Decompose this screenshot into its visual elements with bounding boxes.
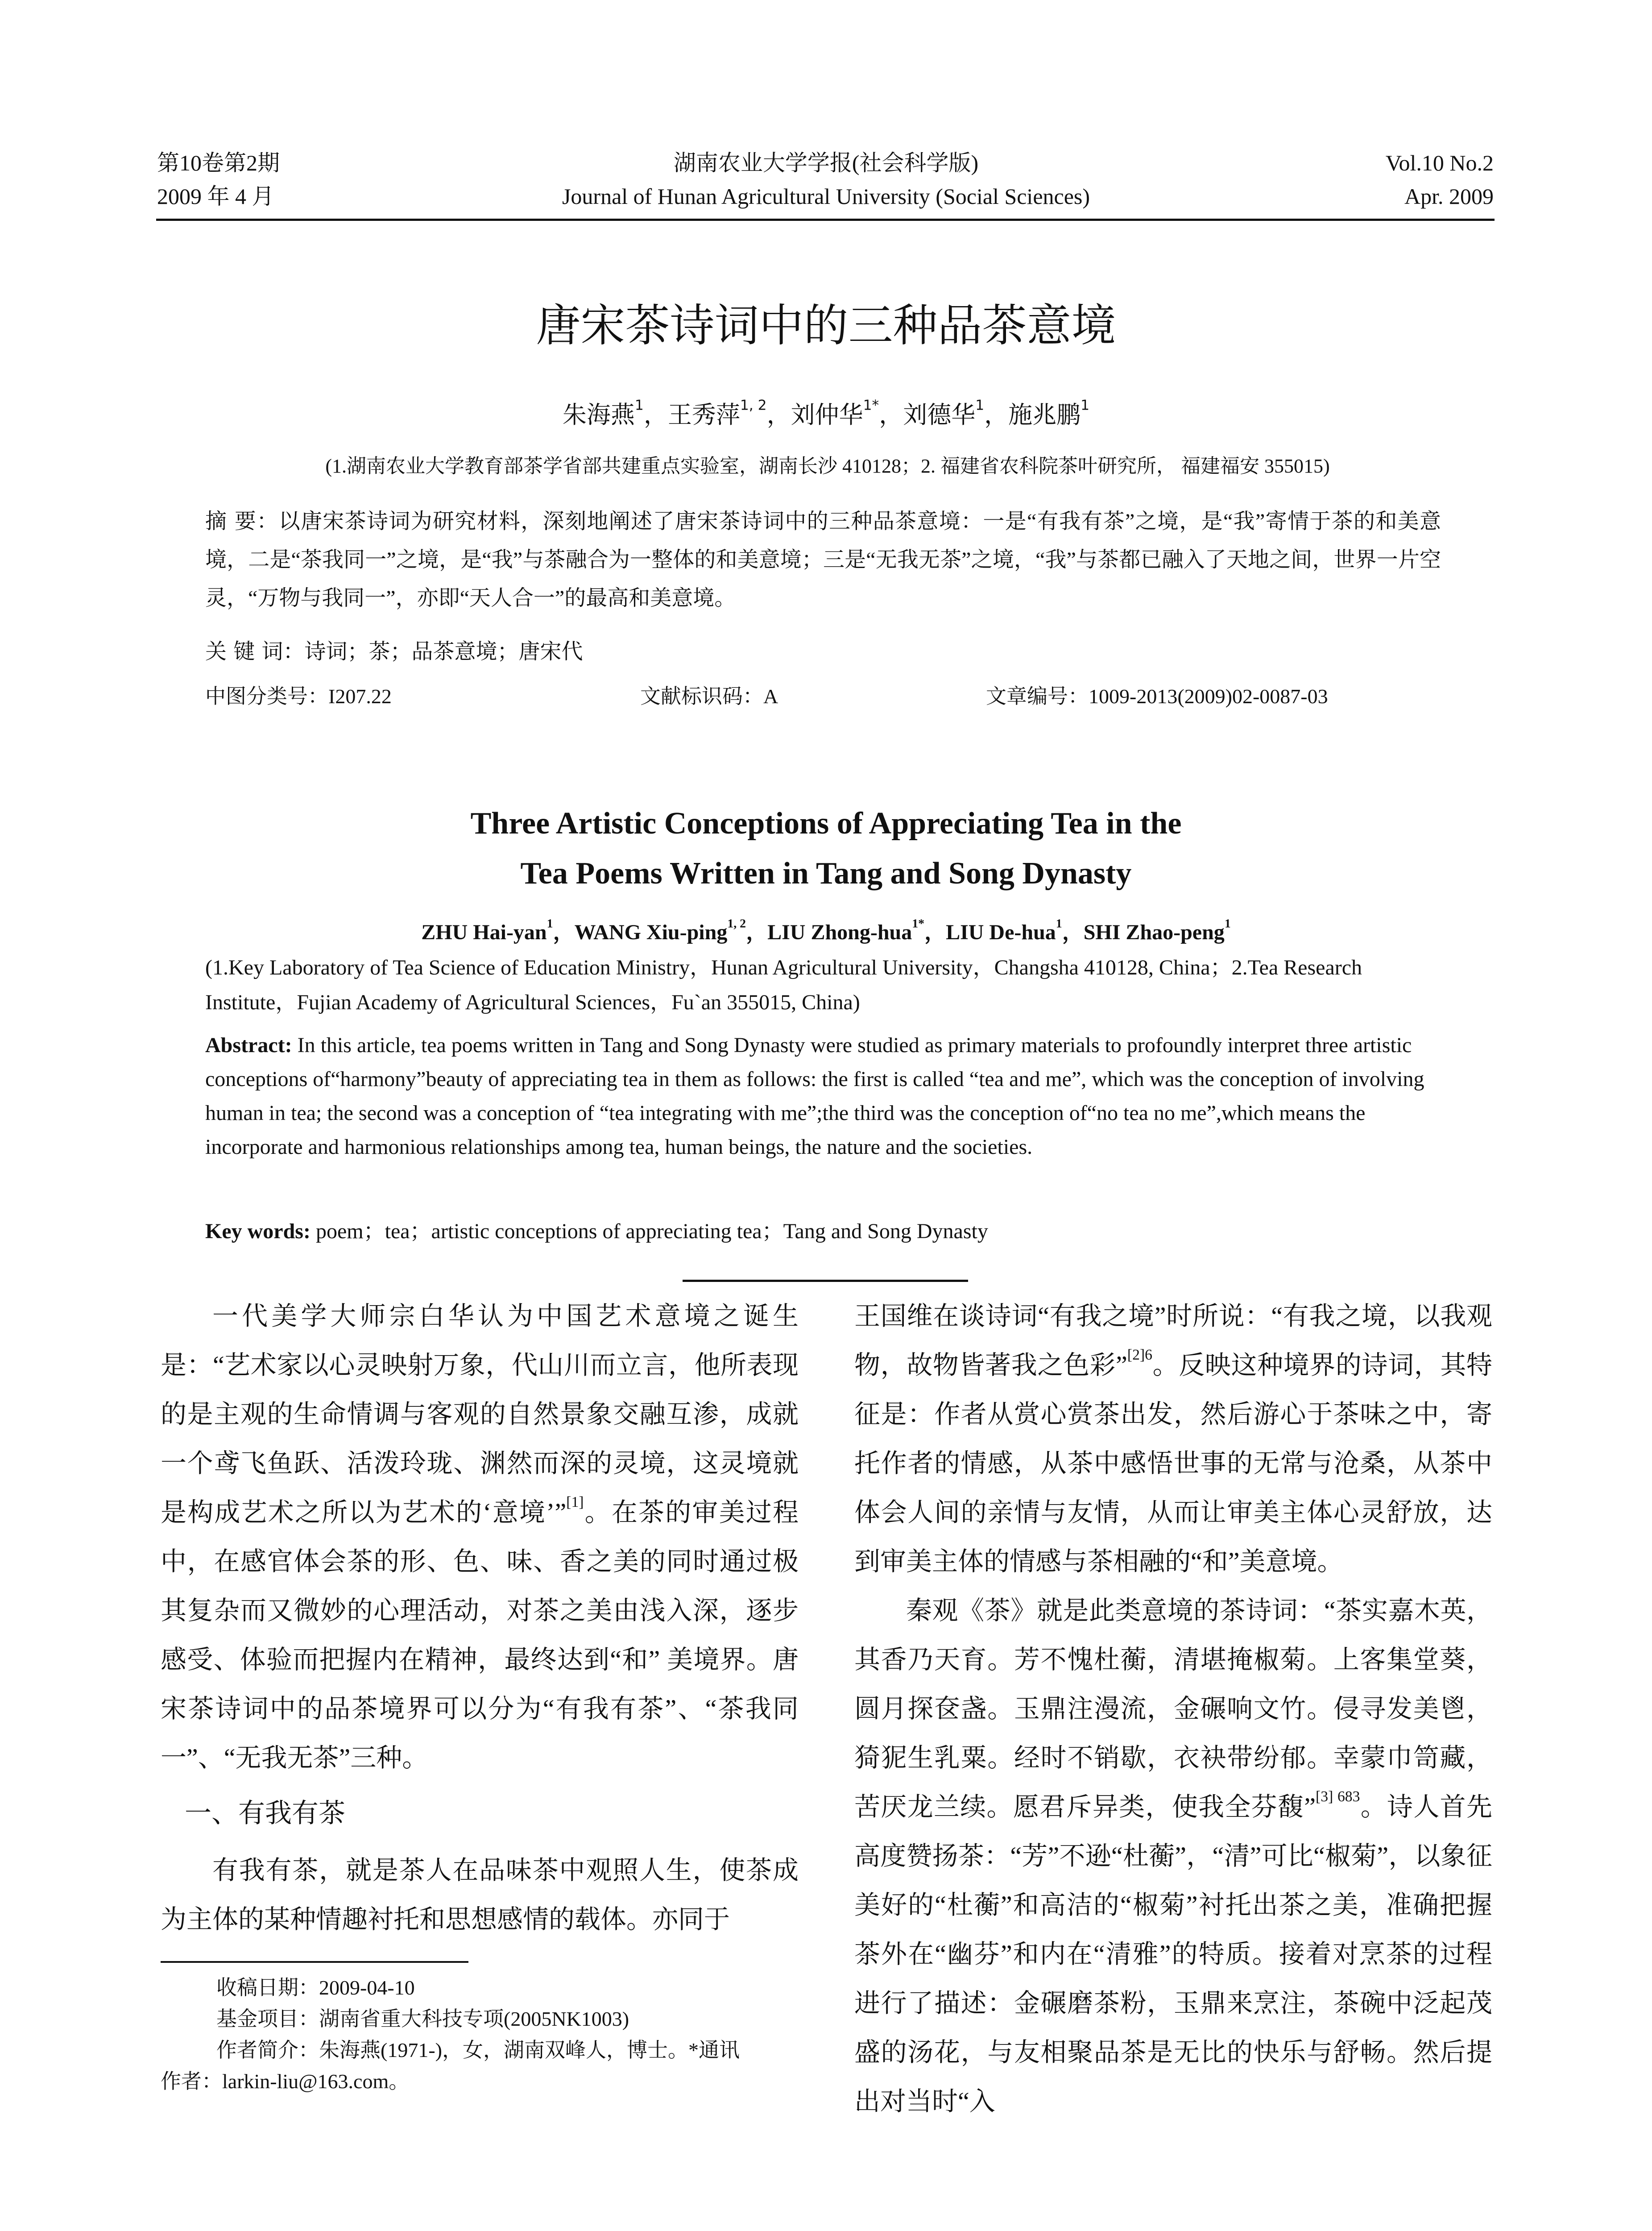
- header-journal-cn: 湖南农业大学学报(社会科学版): [673, 150, 979, 175]
- en-author-affiliation-mark: 1, 2: [727, 916, 746, 931]
- section-separator: [683, 1280, 968, 1282]
- body-text: 秦观《茶》就是此类意境的茶诗词：“茶实嘉木英，其香乃天育。芳不愧杜蘅，清堪掩椒菊。上客集堂葵，圆月探奁盏。玉鼎注漫流，金碾响文竹。侵寻发美鬯，猗狔生乳粟。经时不销歇，衣袂带纷郁。幸蒙巾笥藏，苦厌龙兰续。愿君斥异类，使我全芬馥”: [854, 1596, 1492, 1821]
- clc-label: 中图分类号：: [205, 684, 328, 708]
- document-code: [640, 678, 778, 714]
- article-number-value: 1009-2013(2009)02-0087-03: [1089, 685, 1328, 708]
- en-author-separator: ，: [746, 921, 768, 944]
- affiliation-en: (1.Key Laboratory of Tea Science of Education Ministry，Hunan Agricultural University，Changsha 410128, China；2.Tea Research Institute，Fujian Academy of Agricultural Sciences，Fu`an 355015, China): [205, 956, 1362, 1014]
- paper-title-cn: 唐宋茶诗词中的三种品茶意境: [536, 299, 1116, 352]
- keywords-label-en: Key words:: [205, 1219, 311, 1243]
- body-paragraph: [854, 1586, 1492, 2126]
- paper-title-en-line-2: Tea Poems Written in Tang and Song Dynasty: [520, 856, 1132, 891]
- abstract-text-cn: 以唐宋茶诗词为研究材料，深刻地阐述了唐宋茶诗词中的三种品茶意境：一是“有我有茶”之境，是“我”寄情于茶的和美意境，二是“茶我同一”之境，是“我”与茶融合为一整体的和美意境；三是“无我无茶”之境，“我”与茶都已融入了天地之间，世界一片空灵，“万物与我同一”，亦即“天人合一”的最高和美意境。: [205, 510, 1441, 610]
- keywords-label-cn: 关 键 词：: [205, 639, 305, 664]
- cn-author-affiliation-mark: 1*: [863, 397, 879, 414]
- paper-title-en: [0, 799, 1652, 899]
- cn-author-separator: ，: [879, 401, 903, 429]
- body-column-right: [854, 1292, 1492, 2126]
- footnote-fund: 基金项目：湖南省重大科技专项(2005NK1003): [216, 2007, 629, 2030]
- cn-author-affiliation-mark: 1: [975, 397, 985, 414]
- en-author-affiliation-mark: 1*: [912, 916, 925, 931]
- footnote-bio-continued: 作者：larkin-liu@163.com。: [161, 2070, 410, 2093]
- cn-author-name: 王秀萍: [667, 401, 740, 429]
- body-paragraph: [854, 1292, 1492, 1586]
- article-number-label: 文章编号：: [986, 684, 1089, 708]
- abstract-label-cn: 摘 要：: [205, 509, 279, 534]
- en-author-name: SHI Zhao-peng: [1083, 921, 1225, 944]
- header-date-cn: 2009 年 4 月: [157, 184, 274, 209]
- section-heading: 一、有我有茶: [185, 1798, 345, 1829]
- en-author-affiliation-mark: 1: [1224, 916, 1231, 931]
- cn-author-name: 刘仲华: [791, 401, 863, 429]
- keywords-en: [205, 1214, 988, 1249]
- clc-value: I207.22: [328, 685, 392, 708]
- paper-title-en-line-1: Three Artistic Conceptions of Appreciating Tea in the: [470, 806, 1182, 841]
- citation-ref: [2]6: [1127, 1347, 1152, 1364]
- body-text: 王国维在谈诗词“有我之境”时所说：“有我之境，以我观物，故物皆著我之色彩”: [854, 1302, 1492, 1380]
- keywords-text-cn: 诗词；茶；品茶意境；唐宋代: [304, 640, 583, 663]
- document-code-label: 文献标识码：: [640, 684, 763, 708]
- abstract-cn: [205, 502, 1441, 618]
- footnote-rule: [161, 1961, 468, 1963]
- cn-author-name: 施兆鹏: [1008, 401, 1081, 429]
- en-author-separator: ，: [553, 921, 575, 944]
- citation-ref: [3] 683: [1316, 1788, 1360, 1805]
- cn-author-affiliation-mark: 1: [1081, 397, 1090, 414]
- en-author-name: WANG Xiu-ping: [574, 921, 728, 944]
- body-text: 一代美学大师宗白华认为中国艺术意境之诞生是：“艺术家以心灵映射万象，代山川而立言，他所表现的是主观的生命情调与客观的自然景象交融互渗，成就一个鸢飞鱼跃、活泼玲珑、渊然而深的灵境，这灵境就是构成艺术之所以为艺术的‘意境’”: [161, 1302, 799, 1527]
- cn-author-separator: ，: [766, 401, 791, 429]
- body-column-left: [161, 1292, 799, 1944]
- header-volume-en: Vol.10 No.2: [1385, 150, 1494, 175]
- header-date-en: Apr. 2009: [1404, 184, 1494, 209]
- en-author-separator: ，: [1062, 921, 1084, 944]
- footnote-received: 收稿日期：2009-04-10: [216, 1976, 415, 1999]
- abstract-en: [205, 1028, 1445, 1164]
- en-author-name: LIU Zhong-hua: [767, 921, 912, 944]
- header-volume-cn: 第10卷第2期: [157, 150, 280, 175]
- en-author-separator: ，: [924, 921, 946, 944]
- document-code-value: A: [763, 685, 778, 708]
- cn-author-separator: ，: [984, 401, 1009, 429]
- footnotes: [161, 1972, 799, 2097]
- cn-author-separator: ，: [643, 401, 668, 429]
- header-rule: [156, 219, 1495, 221]
- author-list-cn: [0, 397, 1652, 433]
- body-text: 。反映这种境界的诗词，其特征是：作者从赏心赏茶出发，然后游心于茶味之中，寄托作者的情感，从茶中感悟世事的无常与沧桑，从茶中体会人间的亲情与友情，从而让审美主体心灵舒放，达到审美主体的情感与茶相融的“和”美意境。: [854, 1351, 1492, 1576]
- body-paragraph: 有我有茶，就是茶人在品味茶中观照人生，使茶成为主体的某种情趣衬托和思想感情的载体。亦同于: [161, 1856, 799, 1934]
- cn-author-affiliation-mark: 1: [634, 397, 644, 414]
- en-author-name: ZHU Hai-yan: [421, 921, 547, 944]
- citation-ref: [1]: [566, 1494, 584, 1511]
- en-author-affiliation-mark: 1: [547, 916, 553, 931]
- body-paragraph: [161, 1292, 799, 1783]
- author-list-en: [0, 915, 1652, 950]
- en-author-name: LIU De-hua: [946, 921, 1056, 944]
- footnote-bio: 作者简介：朱海燕(1971-)，女，湖南双峰人，博士。*通讯: [216, 2039, 740, 2061]
- body-text: 。诗人首先高度赞扬茶：“芳”不逊“杜蘅”，“清”可比“椒菊”，以象征美好的“杜蘅”和高洁的“椒菊”衬托出茶之美，准确把握茶外在“幽芬”和内在“清雅”的特质。接着对烹茶的过程进行了描述：金碾磨茶粉，玉鼎来烹注，茶碗中泛起茂盛的汤花，与友相聚品茶是无比的快乐与舒畅。然后提出对当时“入: [854, 1792, 1492, 2116]
- abstract-label-en: Abstract:: [205, 1033, 292, 1057]
- cn-author-name: 朱海燕: [562, 401, 635, 429]
- keywords-text-en: poem；tea；artistic conceptions of appreciating tea；Tang and Song Dynasty: [315, 1219, 988, 1243]
- abstract-text-en: In this article, tea poems written in Tang and Song Dynasty were studied as primary materials to profoundly interpret three artistic conceptions of“harmony”beauty of appreciating tea in them as follows: the first is called “tea and me”, which was the conception of involving human in tea; the second was a conception of “tea integrating with me”;the third was the conception of“no tea no me”,which means the incorporate and harmonious relationships among tea, human beings, the nature and the societies.: [205, 1033, 1424, 1159]
- affiliation-cn: (1.湖南农业大学教育部茶学省部共建重点实验室，湖南长沙 410128；2. 福建省农科院茶叶研究所， 福建福安 355015): [325, 455, 1330, 477]
- cn-author-name: 刘德华: [903, 401, 976, 429]
- en-author-affiliation-mark: 1: [1056, 916, 1062, 931]
- body-text: 。在茶的审美过程中，在感官体会茶的形、色、味、香之美的同时通过极其复杂而又微妙的心理活动，对茶之美由浅入深，逐步感受、体验而把握内在精神，最终达到“和” 美境界。唐宋茶诗词中的品茶境界可以分为“有我有茶”、“茶我同一”、“无我无茶”三种。: [161, 1498, 799, 1772]
- article-number: [986, 678, 1328, 714]
- cn-author-affiliation-mark: 1, 2: [740, 397, 767, 414]
- clc-number: [205, 678, 392, 714]
- keywords-cn: [205, 634, 583, 670]
- header-journal-en: Journal of Hunan Agricultural University (Social Sciences): [562, 184, 1090, 209]
